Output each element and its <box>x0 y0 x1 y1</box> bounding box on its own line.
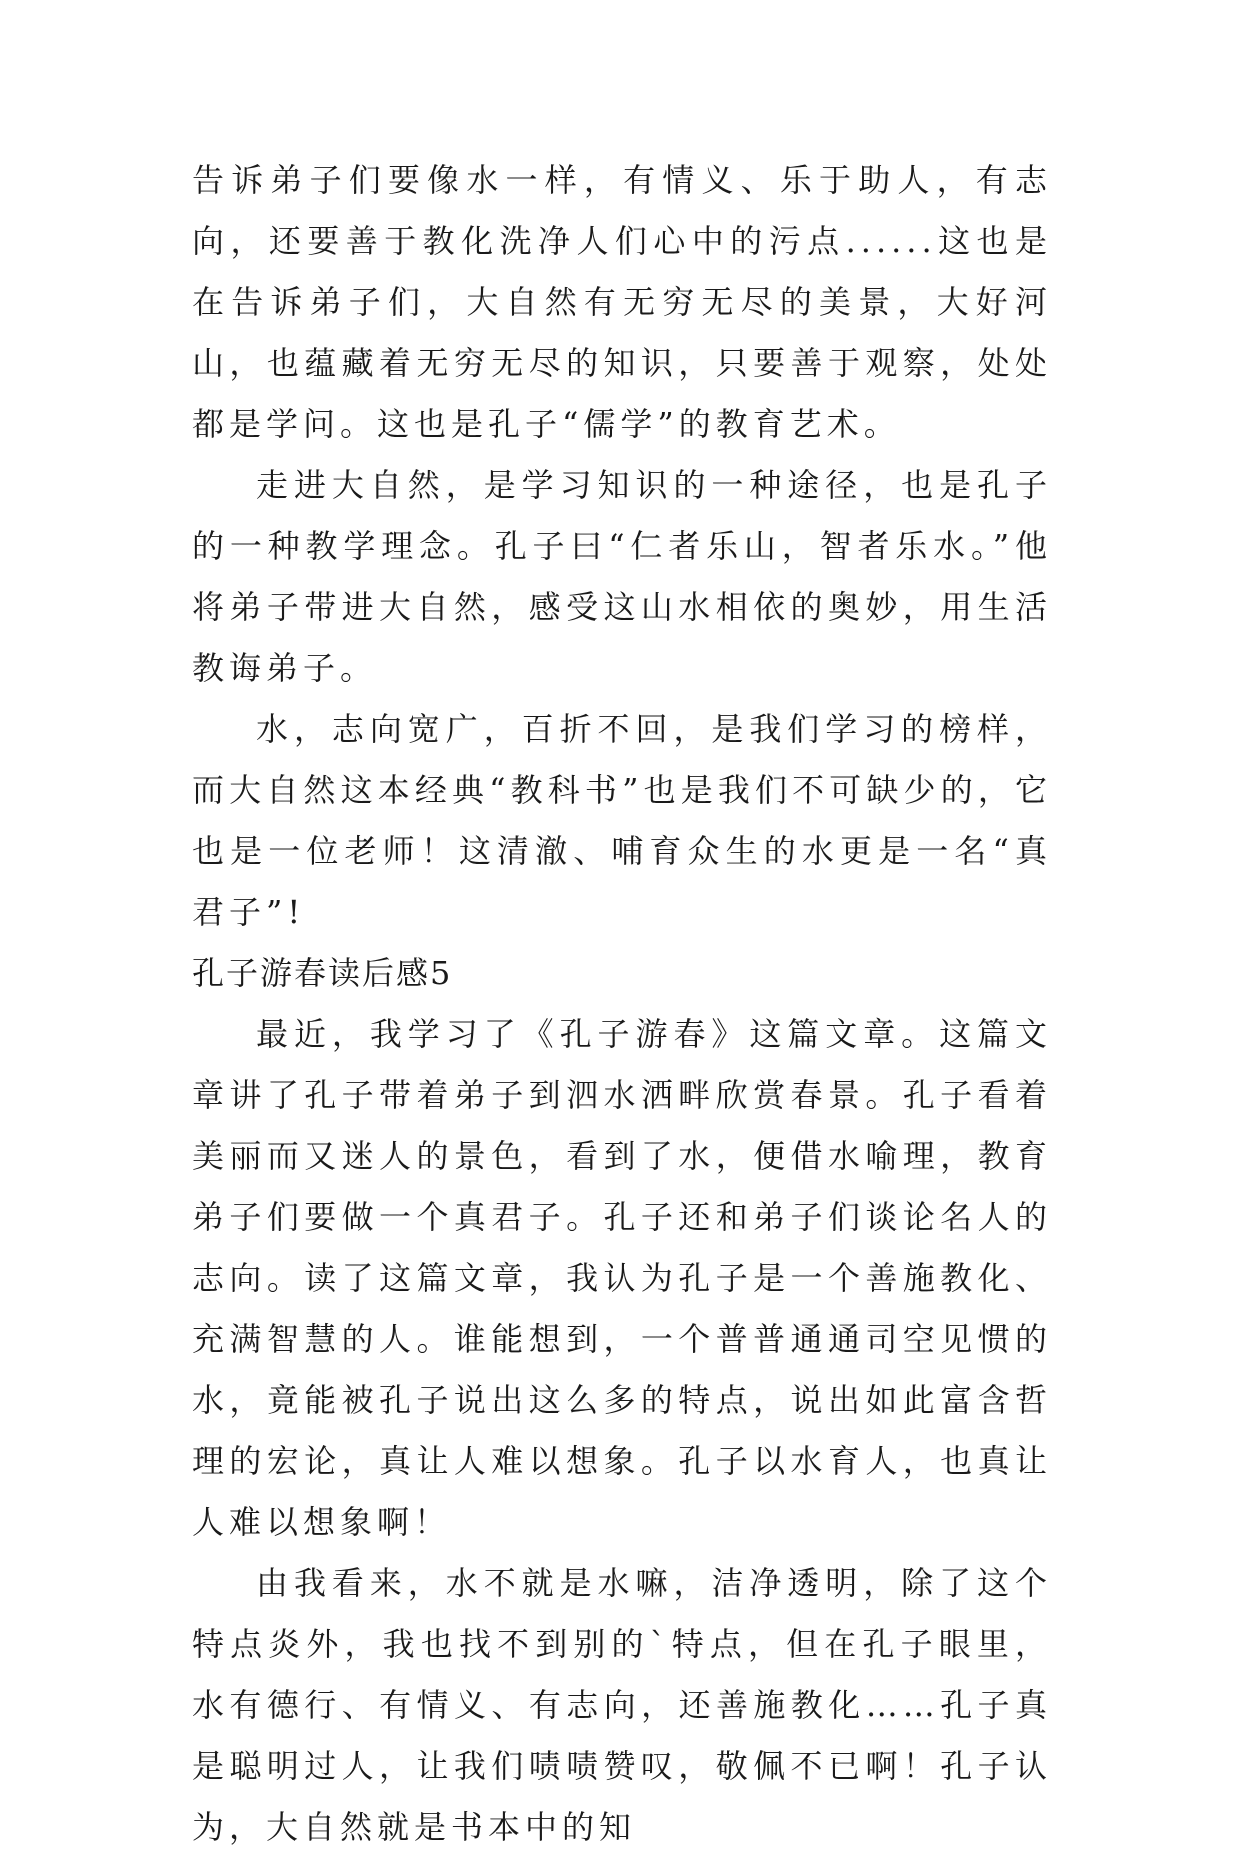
paragraph-continuation: 告诉弟子们要像水一样，有情义、乐于助人，有志向，还要善于教化洗净人们心中的污点......这也是在告诉弟子们，大自然有无穷无尽的美景，大好河山，也蕴藏着无穷无尽的知识，只要善于观察，处处都是学问。这也是孔子“儒学”的教育艺术。 <box>192 161 1052 443</box>
document-body <box>192 150 1052 1858</box>
paragraph-my-view: 由我看来，水不就是水嘛，洁净透明，除了这个特点炎外，我也找不到别的`特点，但在孔子眼里，水有德行、有情义、有志向，还善施教化……孔子真是聪明过人，让我们啧啧赞叹，敬佩不已啊！孔子认为，大自然就是书本中的知 <box>192 1564 1052 1846</box>
paragraph-nature-learning: 走进大自然，是学习知识的一种途径，也是孔子的一种教学理念。孔子曰“仁者乐山，智者乐水。”他将弟子带进大自然，感受这山水相依的奥妙，用生活教诲弟子。 <box>192 466 1052 687</box>
paragraph-water-example: 水，志向宽广，百折不回，是我们学习的榜样，而大自然这本经典“教科书”也是我们不可缺少的，它也是一位老师！这清澈、哺育众生的水更是一名“真君子”! <box>192 710 1052 931</box>
section-heading: 孔子游春读后感5 <box>192 954 453 992</box>
paragraph-recent-study: 最近，我学习了《孔子游春》这篇文章。这篇文章讲了孔子带着弟子到泗水洒畔欣赏春景。孔子看着美丽而又迷人的景色，看到了水，便借水喻理，教育弟子们要做一个真君子。孔子还和弟子们谈论名人的志向。读了这篇文章，我认为孔子是一个善施教化、充满智慧的人。谁能想到，一个普普通通司空见惯的水，竟能被孔子说出这么多的特点，说出如此富含哲理的宏论，真让人难以想象。孔子以水育人，也真让人难以想象啊！ <box>192 1015 1052 1541</box>
